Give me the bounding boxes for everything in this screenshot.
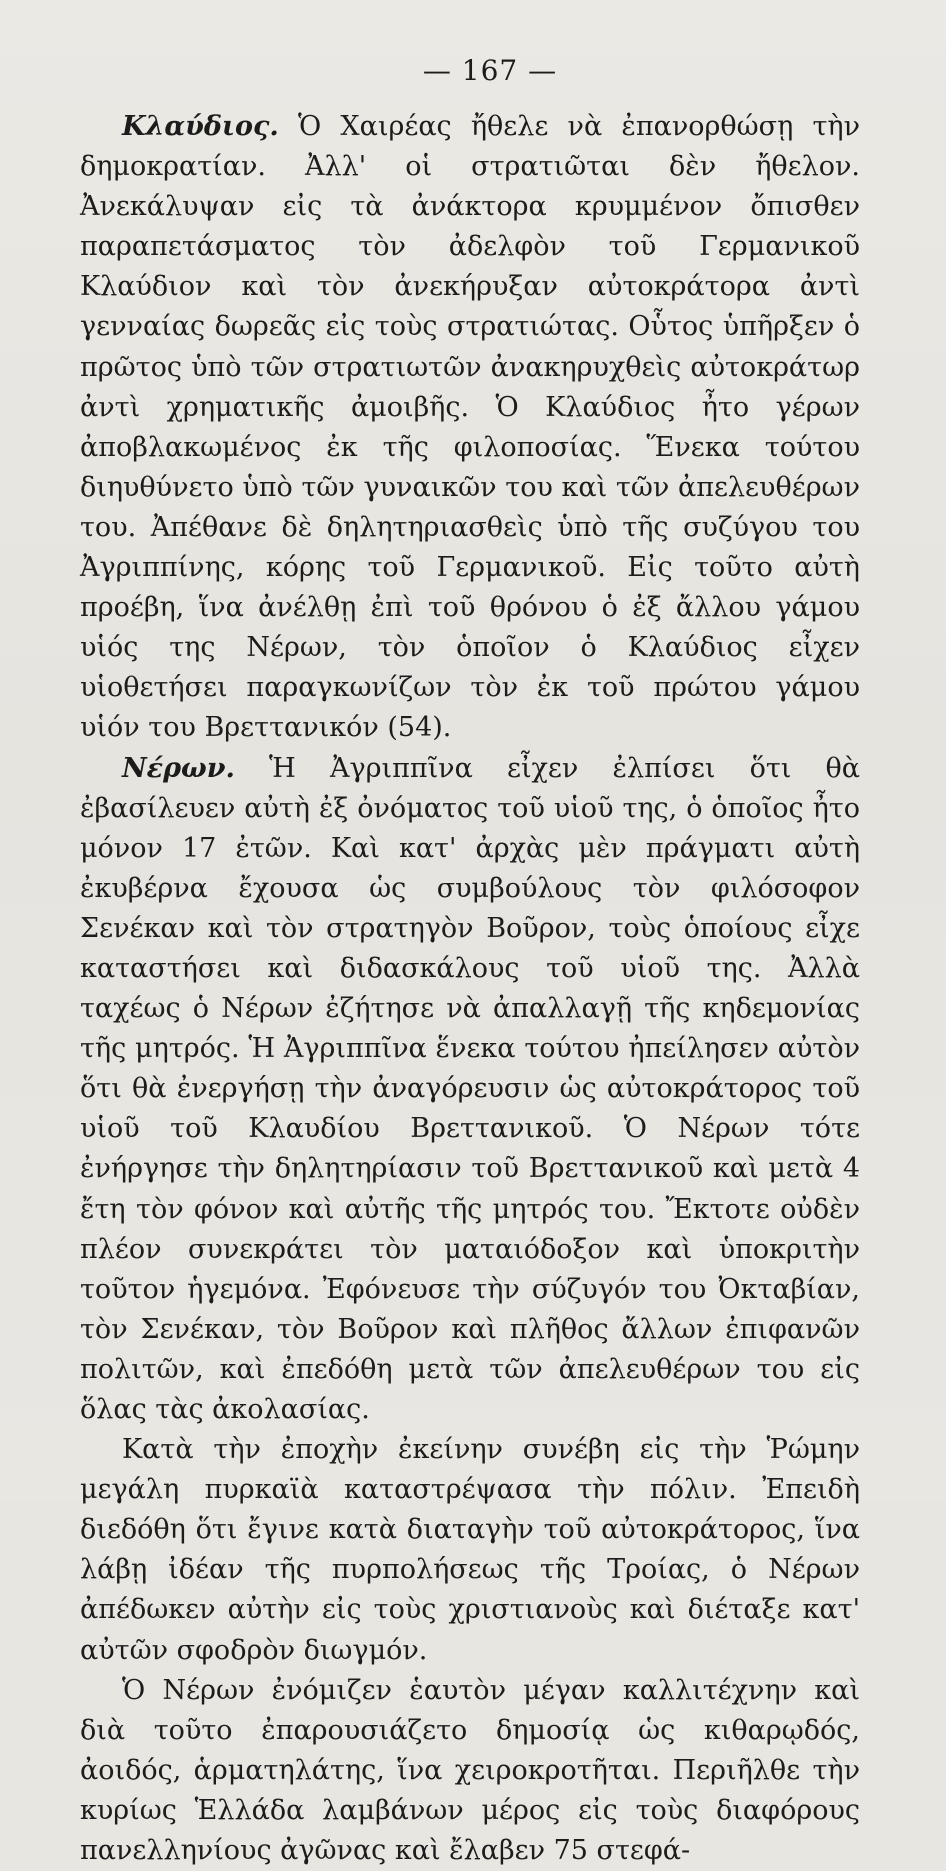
section-heading-nero: Νέρων. bbox=[122, 752, 235, 784]
paragraph-fire bbox=[80, 1430, 860, 1671]
paragraph-nero bbox=[80, 749, 860, 1431]
paragraph-text: Ὁ Νέρων ἐνόμιζεν ἑαυτὸν μέγαν καλλιτέχνην καὶ διὰ τοῦτο ἐπαρουσιάζετο δημοσίᾳ ὡς κιθαρῳδός, ἀοιδός, ἁρματηλάτης, ἵνα χειροκροτῆται. Περιῆλθε τὴν κυρίως Ἑλλάδα λαμβάνων μέρος εἰς τοὺς διαφόρους πανελληνίους ἀγῶνας καὶ ἔλαβεν 75 στεφά- bbox=[80, 1674, 860, 1867]
paragraph-claudius bbox=[80, 107, 860, 749]
paragraph-text: Κατὰ τὴν ἐποχὴν ἐκείνην συνέβη εἰς τὴν Ῥώμην μεγάλη πυρκαϊὰ καταστρέψασα τὴν πόλιν. Ἐπειδὴ διεδόθη ὅτι ἔγινε κατὰ διαταγὴν τοῦ αὐτοκράτορος, ἵνα λάβῃ ἰδέαν τῆς πυρπολήσεως τῆς Τροίας, ὁ Νέρων ἀπέδωκεν αὐτὴν εἰς τοὺς χριστιανοὺς καὶ διέταξε κατ' αὐτῶν σφοδρὸν διωγμόν. bbox=[80, 1434, 860, 1666]
body-text bbox=[80, 107, 860, 1871]
page-number: — 167 — bbox=[422, 54, 558, 87]
section-heading-claudius: Κλαύδιος. bbox=[122, 111, 279, 142]
paragraph-text: Ἡ Ἀγριππῖνα εἶχεν ἐλπίσει ὅτι θὰ ἐβασίλευεν αὐτὴ ἐξ ὀνόματος τοῦ υἱοῦ της, ὁ ὁποῖος ἦτο μόνον 17 ἐτῶν. Καὶ κατ' ἀρχὰς μὲν πράγματι αὐτὴ ἐκυβέρνα ἔχουσα ὡς συμβούλους τὸν φιλόσοφον Σενέκαν καὶ τὸν στρατηγὸν Βοῦρον, τοὺς ὁποίους εἶχε καταστήσει καὶ διδασκάλους τοῦ υἱοῦ της. Ἀλλὰ ταχέως ὁ Νέρων ἐζήτησε νὰ ἀπαλλαγῇ τῆς κηδεμονίας τῆς μητρός. Ἡ Ἀγριππῖνα ἕνεκα τούτου ἠπείλησεν αὐτὸν ὅτι θὰ ἐνεργήσῃ τὴν ἀναγόρευσιν ὡς αὐτοκράτορος τοῦ υἱοῦ τοῦ Κλαυδίου Βρεττανικοῦ. Ὁ Νέρων τότε ἐνήργησε τὴν δηλητηρίασιν τοῦ Βρεττανικοῦ καὶ μετὰ 4 ἔτη τὸν φόνον καὶ αὐτῆς τῆς μητρός του. Ἔκτοτε οὐδὲν πλέον συνεκράτει τὸν ματαιόδοξον καὶ ὑποκριτὴν τοῦτον ἡγεμόνα. Ἐφόνευσε τὴν σύζυγόν του Ὀκταβίαν, τὸν Σενέκαν, τὸν Βοῦρον καὶ πλῆθος ἄλλων ἐπιφανῶν πολιτῶν, καὶ ἐπεδόθη μετὰ τῶν ἀπελευθέρων του εἰς ὅλας τὰς ἀκολασίας. bbox=[80, 752, 860, 1425]
paragraph-text: Ὁ Χαιρέας ἤθελε νὰ ἐπανορθώσῃ τὴν δημοκρατίαν. Ἀλλ' οἱ στρατιῶται δὲν ἤθελον. Ἀνεκάλυψαν εἰς τὰ ἀνάκτορα κρυμμένον ὄπισθεν παραπετάσματος τὸν ἀδελφὸν τοῦ Γερμανικοῦ Κλαύδιον καὶ τὸν ἀνεκήρυξαν αὐτοκράτορα ἀντὶ γενναίας δωρεᾶς εἰς τοὺς στρατιώτας. Οὗτος ὑπῆρξεν ὁ πρῶτος ὑπὸ τῶν στρατιωτῶν ἀνακηρυχθεὶς αὐτοκράτωρ ἀντὶ χρηματικῆς ἀμοιβῆς. Ὁ Κλαύδιος ἦτο γέρων ἀποβλακωμένος ἐκ τῆς φιλοποσίας. Ἕνεκα τούτου διηυθύνετο ὑπὸ τῶν γυναικῶν του καὶ τῶν ἀπελευθέρων του. Ἀπέθανε δὲ δηλητηριασθεὶς ὑπὸ τῆς συζύγου του Ἀγριππίνης, κόρης τοῦ Γερμανικοῦ. Εἰς τοῦτο αὐτὴ προέβη, ἵνα ἀνέλθῃ ἐπὶ τοῦ θρόνου ὁ ἐξ ἄλλου γάμου υἱός της Νέρων, τὸν ὁποῖον ὁ Κλαύδιος εἶχεν υἱοθετήσει παραγκωνίζων τὸν ἐκ τοῦ πρώτου γάμου υἱόν του Βρεττανικόν (54). bbox=[80, 111, 860, 744]
paragraph-artist bbox=[80, 1671, 860, 1871]
